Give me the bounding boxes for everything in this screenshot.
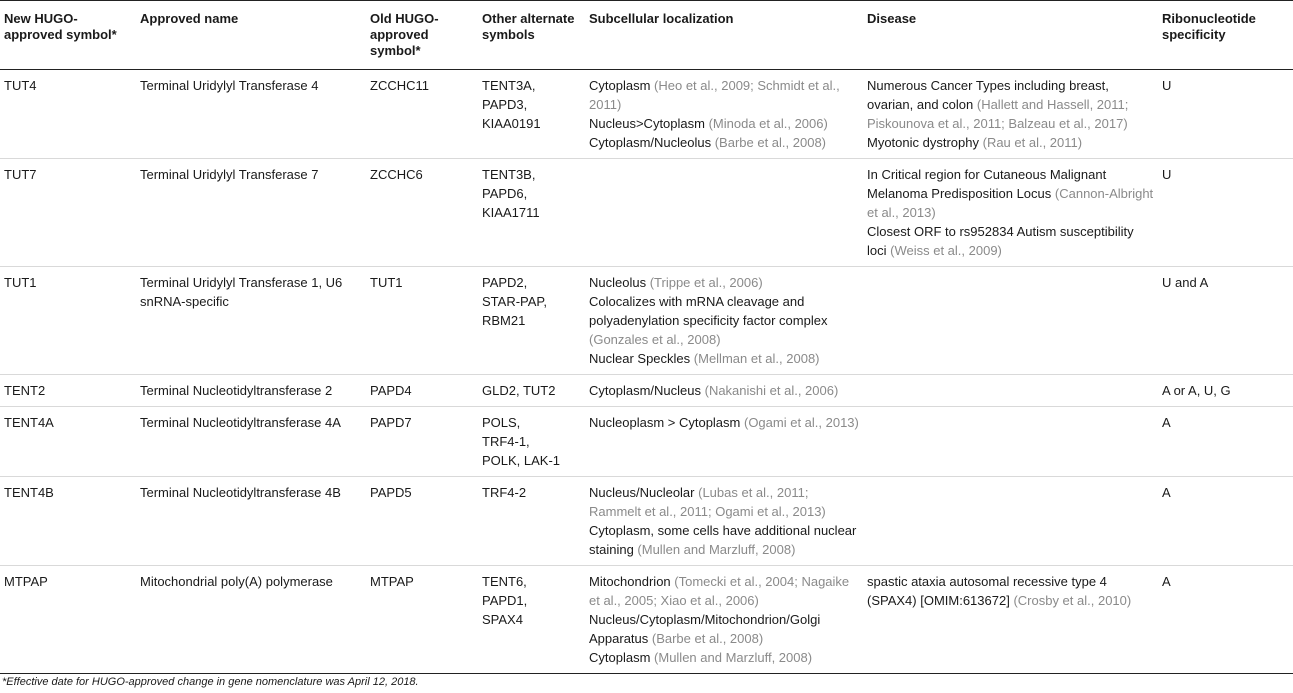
localization-entry xyxy=(589,521,859,559)
cell-alt-symbols xyxy=(478,477,585,566)
cell-localization xyxy=(585,375,863,407)
localization-text: Cytoplasm/Nucleus xyxy=(589,383,705,398)
cell-specificity: A xyxy=(1158,477,1293,566)
cell-disease xyxy=(863,267,1158,375)
alt-symbol: PAPD6, xyxy=(482,186,528,201)
cell-alt-symbols xyxy=(478,267,585,375)
localization-text: Nucleus/Nucleolar xyxy=(589,485,699,500)
cell-alt-symbols xyxy=(478,70,585,159)
citation-link: (Minoda et al., 2006) xyxy=(708,116,828,131)
table-row xyxy=(0,159,1293,267)
cell-disease xyxy=(863,566,1158,674)
alt-symbol: RBM21 xyxy=(482,313,526,328)
localization-entry xyxy=(589,273,859,292)
header-disease: Disease xyxy=(863,1,1158,70)
cell-new-symbol: TUT1 xyxy=(0,267,136,375)
cell-disease xyxy=(863,70,1158,159)
localization-entry xyxy=(589,610,859,648)
alt-symbol: GLD2, TUT2 xyxy=(482,383,556,398)
citation-link: (Tomecki et al., 2004; Nagaike et al., 2005; Xiao et al., 2006) xyxy=(589,574,850,608)
citation-link: (Crosby et al., 2010) xyxy=(1013,593,1132,608)
cell-localization xyxy=(585,159,863,267)
localization-text: Nucleolus xyxy=(589,275,650,290)
cell-disease xyxy=(863,477,1158,566)
citation-link: (Hallett and Hassell, 2011; Piskounova et al., 2011; Balzeau et al., 2017) xyxy=(867,97,1129,131)
citation-link: (Nakanishi et al., 2006) xyxy=(704,383,839,398)
citation-link: (Mullen and Marzluff, 2008) xyxy=(637,542,796,557)
cell-localization xyxy=(585,477,863,566)
header-specificity: Ribonucleotide specificity xyxy=(1158,1,1293,70)
cell-approved-name: Mitochondrial poly(A) polymerase xyxy=(136,566,366,674)
table-footnote: *Effective date for HUGO-approved change in gene nomenclature was April 12, 2018. xyxy=(2,676,419,688)
cell-alt-symbols xyxy=(478,159,585,267)
cell-new-symbol: TENT2 xyxy=(0,375,136,407)
cell-disease xyxy=(863,159,1158,267)
localization-text: Cytoplasm, some cells have additional nuclear staining xyxy=(589,523,857,557)
localization-entry xyxy=(589,133,859,152)
table-row xyxy=(0,407,1293,477)
cell-approved-name: Terminal Nucleotidyltransferase 4B xyxy=(136,477,366,566)
cell-disease xyxy=(863,407,1158,477)
cell-old-symbol: PAPD7 xyxy=(366,407,478,477)
disease-entry xyxy=(867,165,1154,222)
header-old-symbol: Old HUGO-approved symbol* xyxy=(366,1,478,70)
localization-text: Colocalizes with mRNA cleavage and polyadenylation specificity factor complex xyxy=(589,294,828,328)
cell-alt-symbols xyxy=(478,375,585,407)
cell-disease xyxy=(863,375,1158,407)
localization-entry xyxy=(589,349,859,368)
cell-localization xyxy=(585,566,863,674)
cell-localization xyxy=(585,407,863,477)
localization-text: Nucleus/Cytoplasm/Mitochondrion/Golgi Apparatus xyxy=(589,612,821,646)
localization-entry xyxy=(589,483,859,521)
header-row xyxy=(0,1,1293,70)
cell-localization xyxy=(585,267,863,375)
cell-old-symbol: MTPAP xyxy=(366,566,478,674)
alt-symbol: TRF4-2 xyxy=(482,485,527,500)
localization-entry xyxy=(589,292,859,349)
citation-link: (Ogami et al., 2013) xyxy=(743,415,859,430)
localization-text: Cytoplasm/Nucleolus xyxy=(589,135,715,150)
cell-new-symbol: TENT4B xyxy=(0,477,136,566)
cell-approved-name: Terminal Nucleotidyltransferase 2 xyxy=(136,375,366,407)
alt-symbol: STAR-PAP, xyxy=(482,294,548,309)
cell-approved-name: Terminal Uridylyl Transferase 4 xyxy=(136,70,366,159)
cell-old-symbol: PAPD4 xyxy=(366,375,478,407)
alt-symbol: TRF4-1, xyxy=(482,434,530,449)
cell-new-symbol: MTPAP xyxy=(0,566,136,674)
alt-symbol: TENT6, xyxy=(482,574,527,589)
citation-link: (Barbe et al., 2008) xyxy=(651,631,764,646)
alt-symbol: PAPD1, xyxy=(482,593,528,608)
localization-text: Mitochondrion xyxy=(589,574,675,589)
localization-entry xyxy=(589,381,859,400)
alt-symbol: TENT3B, xyxy=(482,167,536,182)
cell-new-symbol: TUT4 xyxy=(0,70,136,159)
alt-symbol: TENT3A, xyxy=(482,78,536,93)
localization-text: Nucleus>Cytoplasm xyxy=(589,116,709,131)
alt-symbol: SPAX4 xyxy=(482,612,523,627)
localization-text: Nucleoplasm > Cytoplasm xyxy=(589,415,744,430)
citation-link: (Heo et al., 2009; Schmidt et al., 2011) xyxy=(589,78,840,112)
cell-approved-name: Terminal Uridylyl Transferase 7 xyxy=(136,159,366,267)
alt-symbol: PAPD2, xyxy=(482,275,528,290)
citation-link: (Lubas et al., 2011; Rammelt et al., 2011; Ogami et al., 2013) xyxy=(589,485,826,519)
disease-text: spastic ataxia autosomal recessive type 4 (SPAX4) [OMIM:613672] xyxy=(867,574,1107,608)
cell-localization xyxy=(585,70,863,159)
localization-entry xyxy=(589,114,859,133)
disease-entry xyxy=(867,572,1154,610)
disease-entry xyxy=(867,222,1154,260)
header-alt-symbols: Other alternate symbols xyxy=(478,1,585,70)
alt-symbol: KIAA1711 xyxy=(482,205,540,220)
table-row xyxy=(0,375,1293,407)
cell-old-symbol: ZCCHC11 xyxy=(366,70,478,159)
citation-link: (Cannon-Albright et al., 2013) xyxy=(867,186,1154,220)
header-approved-name: Approved name xyxy=(136,1,366,70)
localization-text: Cytoplasm xyxy=(589,650,655,665)
citation-link: (Mellman et al., 2008) xyxy=(693,351,820,366)
localization-entry xyxy=(589,413,859,432)
localization-entry xyxy=(589,572,859,610)
citation-link: (Rau et al., 2011) xyxy=(982,135,1083,150)
cell-approved-name: Terminal Nucleotidyltransferase 4A xyxy=(136,407,366,477)
disease-text: Numerous Cancer Types including breast, ovarian, and colon xyxy=(867,78,1109,112)
disease-text: In Critical region for Cutaneous Malignant Melanoma Predisposition Locus xyxy=(867,167,1107,201)
disease-entry xyxy=(867,133,1154,152)
cell-specificity: U xyxy=(1158,70,1293,159)
cell-old-symbol: ZCCHC6 xyxy=(366,159,478,267)
alt-symbol: KIAA0191 xyxy=(482,116,541,131)
table-row xyxy=(0,70,1293,159)
localization-entry xyxy=(589,648,859,667)
citation-link: (Trippe et al., 2006) xyxy=(649,275,763,290)
alt-symbol: POLK, LAK-1 xyxy=(482,453,561,468)
cell-specificity: A xyxy=(1158,407,1293,477)
table-row xyxy=(0,477,1293,566)
cell-specificity: A xyxy=(1158,566,1293,674)
cell-specificity: A or A, U, G xyxy=(1158,375,1293,407)
disease-text: Closest ORF to rs952834 Autism susceptibility loci xyxy=(867,224,1134,258)
table-body xyxy=(0,70,1293,674)
citation-link: (Barbe et al., 2008) xyxy=(714,135,827,150)
table-row xyxy=(0,566,1293,674)
cell-new-symbol: TUT7 xyxy=(0,159,136,267)
localization-text: Nuclear Speckles xyxy=(589,351,694,366)
cell-approved-name: Terminal Uridylyl Transferase 1, U6 snRNA-specific xyxy=(136,267,366,375)
cell-specificity: U xyxy=(1158,159,1293,267)
alt-symbol: POLS, xyxy=(482,415,521,430)
citation-link: (Weiss et al., 2009) xyxy=(890,243,1002,258)
citation-link: (Gonzales et al., 2008) xyxy=(589,332,721,347)
localization-text: Cytoplasm xyxy=(589,78,655,93)
cell-old-symbol: PAPD5 xyxy=(366,477,478,566)
cell-old-symbol: TUT1 xyxy=(366,267,478,375)
cell-specificity: U and A xyxy=(1158,267,1293,375)
table-row xyxy=(0,267,1293,375)
cell-alt-symbols xyxy=(478,566,585,674)
header-new-symbol: New HUGO-approved symbol* xyxy=(0,1,136,70)
citation-link: (Mullen and Marzluff, 2008) xyxy=(654,650,813,665)
disease-entry xyxy=(867,76,1154,133)
alt-symbol: PAPD3, xyxy=(482,97,528,112)
localization-entry xyxy=(589,76,859,114)
cell-new-symbol: TENT4A xyxy=(0,407,136,477)
header-localization: Subcellular localization xyxy=(585,1,863,70)
cell-alt-symbols xyxy=(478,407,585,477)
disease-text: Myotonic dystrophy xyxy=(867,135,983,150)
